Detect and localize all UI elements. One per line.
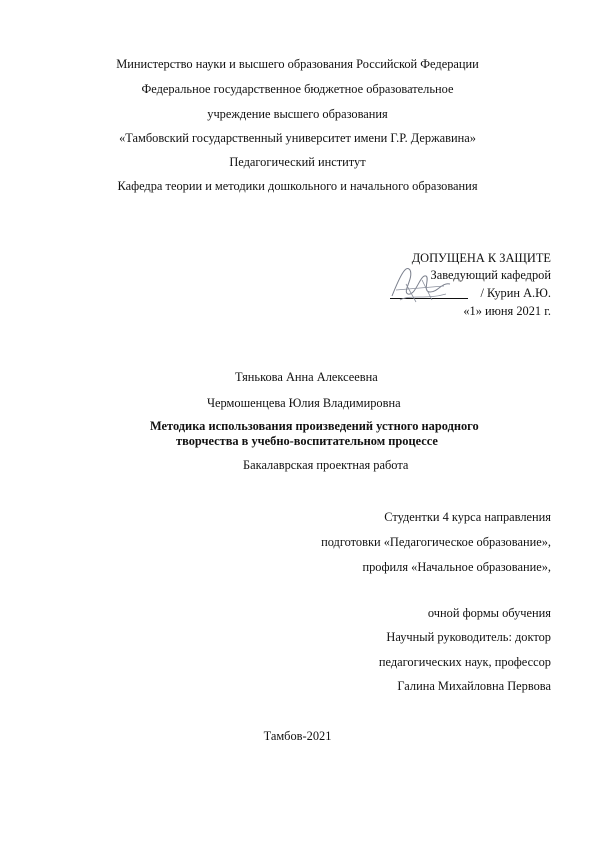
students-info-line-2: подготовки «Педагогическое образование»,	[321, 535, 551, 549]
institute-name: Педагогический институт	[229, 155, 366, 169]
approval-date: «1» июня 2021 г.	[463, 304, 551, 318]
supervisor-line-1: Научный руководитель: доктор	[386, 630, 551, 644]
institution-line-1: Федеральное государственное бюджетное образовательное	[141, 82, 454, 96]
supervisor-line-2: педагогических наук, профессор	[378, 655, 551, 669]
ministry-line: Министерство науки и высшего образования Российской Федерации	[116, 57, 479, 71]
approval-title: ДОПУЩЕНА К ЗАЩИТЕ	[411, 251, 551, 265]
approval-position: Заведующий кафедрой	[430, 268, 551, 282]
work-type: Бакалаврская проектная работа	[243, 458, 409, 472]
approval-signer: / Курин А.Ю.	[480, 286, 551, 300]
institution-line-2: учреждение высшего образования	[207, 107, 388, 121]
author-1: Тянькова Анна Алексеевна	[235, 370, 378, 384]
author-2: Чермошенцева Юлия Владимировна	[207, 396, 401, 410]
work-title-line-2: творчества в учебно-воспитательном процессе	[176, 434, 438, 448]
handwritten-signature-icon	[386, 256, 456, 306]
supervisor-name: Галина Михайловна Первова	[397, 679, 551, 693]
students-info-line-4: очной формы обучения	[427, 606, 551, 620]
work-title-line-1: Методика использования произведений устного народного	[150, 419, 479, 433]
department-name: Кафедра теории и методики дошкольного и начального образования	[117, 179, 478, 193]
city-year: Тамбов-2021	[263, 729, 332, 743]
students-info-line-3: профиля «Начальное образование»,	[362, 560, 551, 574]
university-name: «Тамбовский государственный университет имени Г.Р. Державина»	[119, 131, 476, 145]
students-info-line-1: Студентки 4 курса направления	[384, 510, 551, 524]
